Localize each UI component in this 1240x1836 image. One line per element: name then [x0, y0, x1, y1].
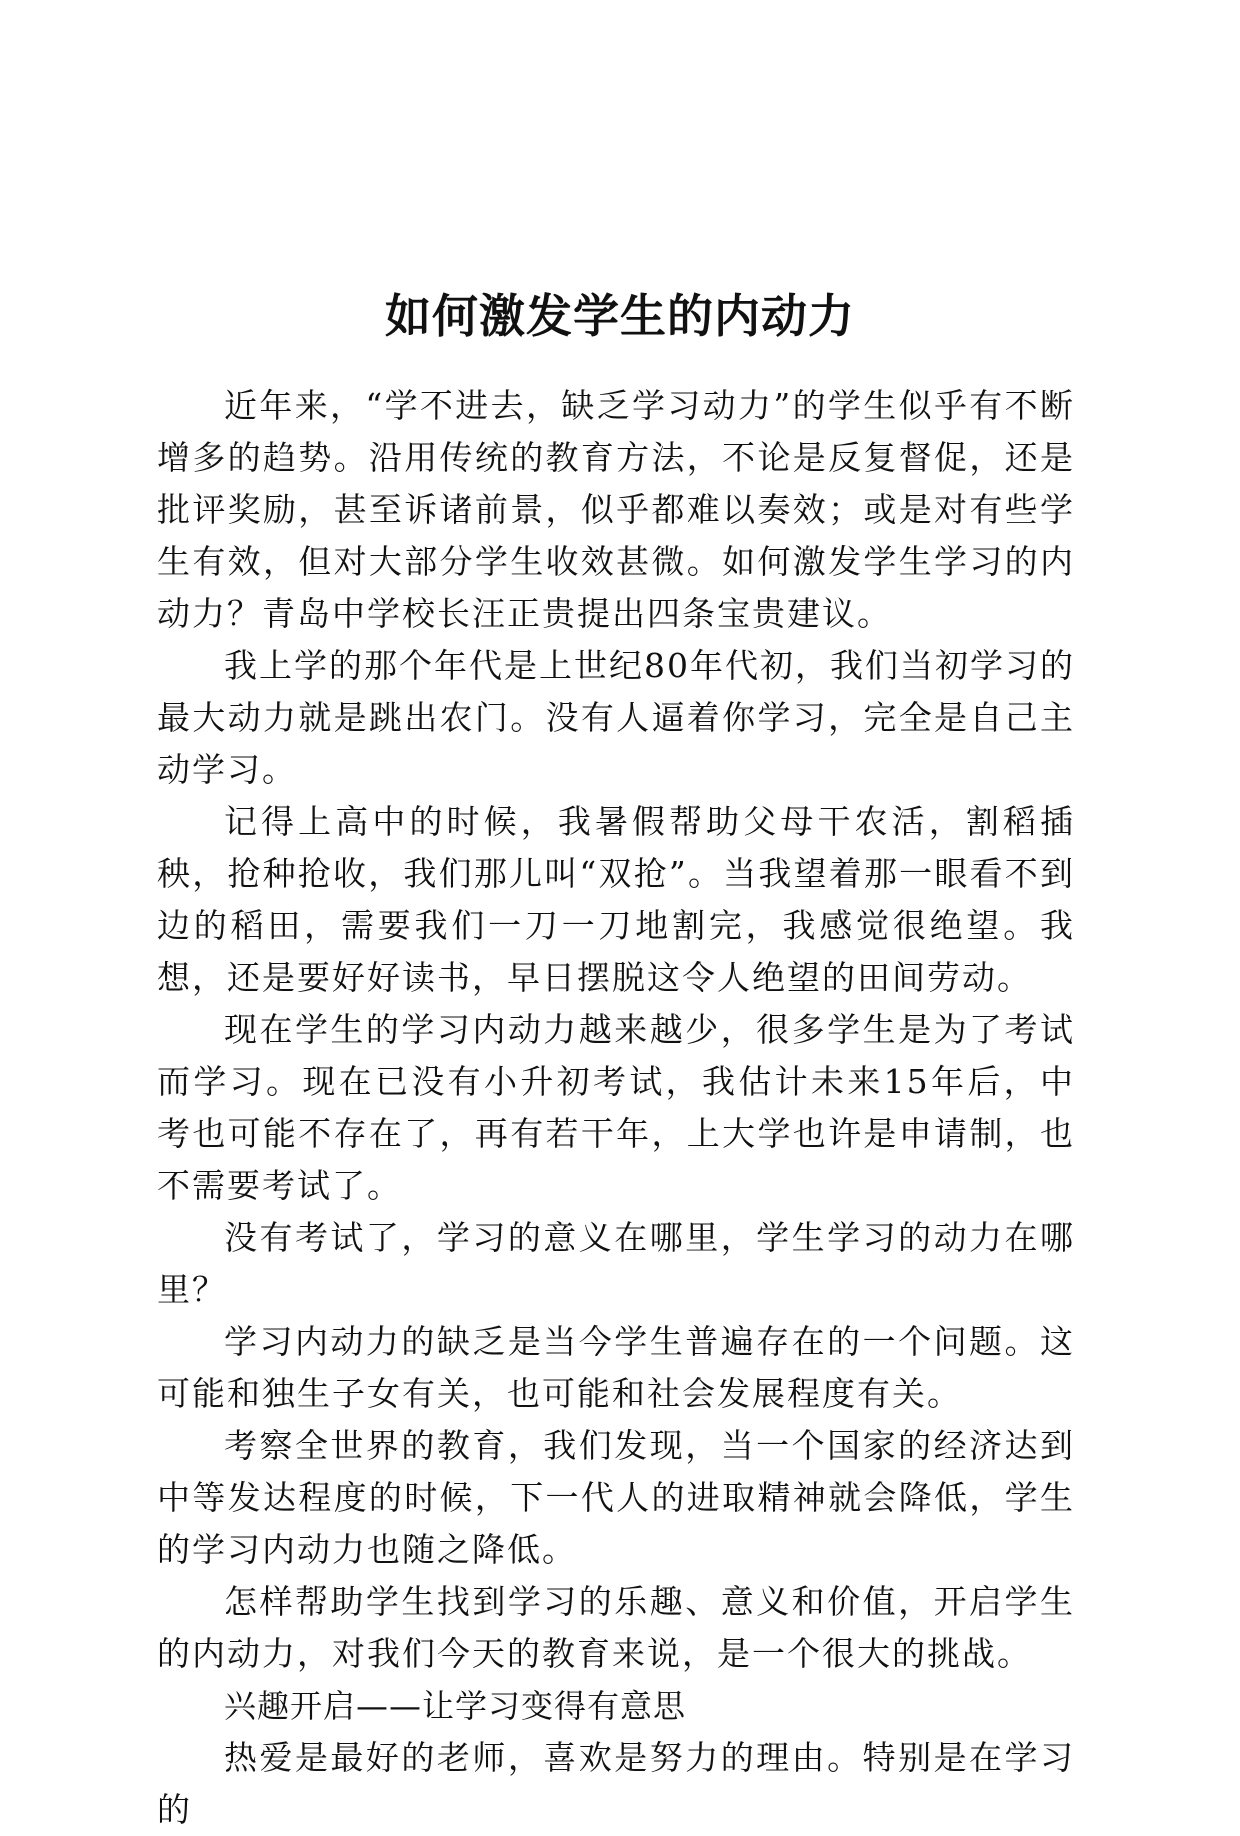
paragraph: 记得上高中的时候，我暑假帮助父母干农活，割稻插秧，抢种抢收，我们那儿叫“双抢”。当我望着那一眼看不到边的稻田，需要我们一刀一刀地割完，我感觉很绝望。我想，还是要好好读书，早日摆脱这令人绝望的田间劳动。 [157, 802, 1075, 997]
paragraph: 怎样帮助学生找到学习的乐趣、意义和价值，开启学生的内动力，对我们今天的教育来说，是一个很大的挑战。 [157, 1582, 1075, 1673]
paragraph: 我上学的那个年代是上世纪80年代初，我们当初学习的最大动力就是跳出农门。没有人逼着你学习，完全是自己主动学习。 [157, 646, 1075, 789]
paragraph: 热爱是最好的老师，喜欢是努力的理由。特别是在学习的 [157, 1738, 1075, 1829]
paragraph: 现在学生的学习内动力越来越少，很多学生是为了考试而学习。现在已没有小升初考试，我估计未来15年后，中考也可能不存在了，再有若干年，上大学也许是申请制，也不需要考试了。 [157, 1010, 1075, 1205]
paragraph: 考察全世界的教育，我们发现，当一个国家的经济达到中等发达程度的时候，下一代人的进取精神就会降低，学生的学习内动力也随之降低。 [157, 1426, 1075, 1569]
document-title: 如何激发学生的内动力 [385, 288, 855, 343]
section-heading: 兴趣开启——让学习变得有意思 [224, 1687, 687, 1725]
document-body [157, 380, 1075, 1836]
paragraph: 没有考试了，学习的意义在哪里，学生学习的动力在哪里？ [157, 1218, 1075, 1309]
paragraph: 学习内动力的缺乏是当今学生普遍存在的一个问题。这可能和独生子女有关，也可能和社会发展程度有关。 [157, 1322, 1075, 1413]
paragraph: 近年来，“学不进去，缺乏学习动力”的学生似乎有不断增多的趋势。沿用传统的教育方法，不论是反复督促，还是批评奖励，甚至诉诸前景，似乎都难以奏效；或是对有些学生有效，但对大部分学生收效甚微。如何激发学生学习的内动力？青岛中学校长汪正贵提出四条宝贵建议。 [157, 386, 1075, 633]
